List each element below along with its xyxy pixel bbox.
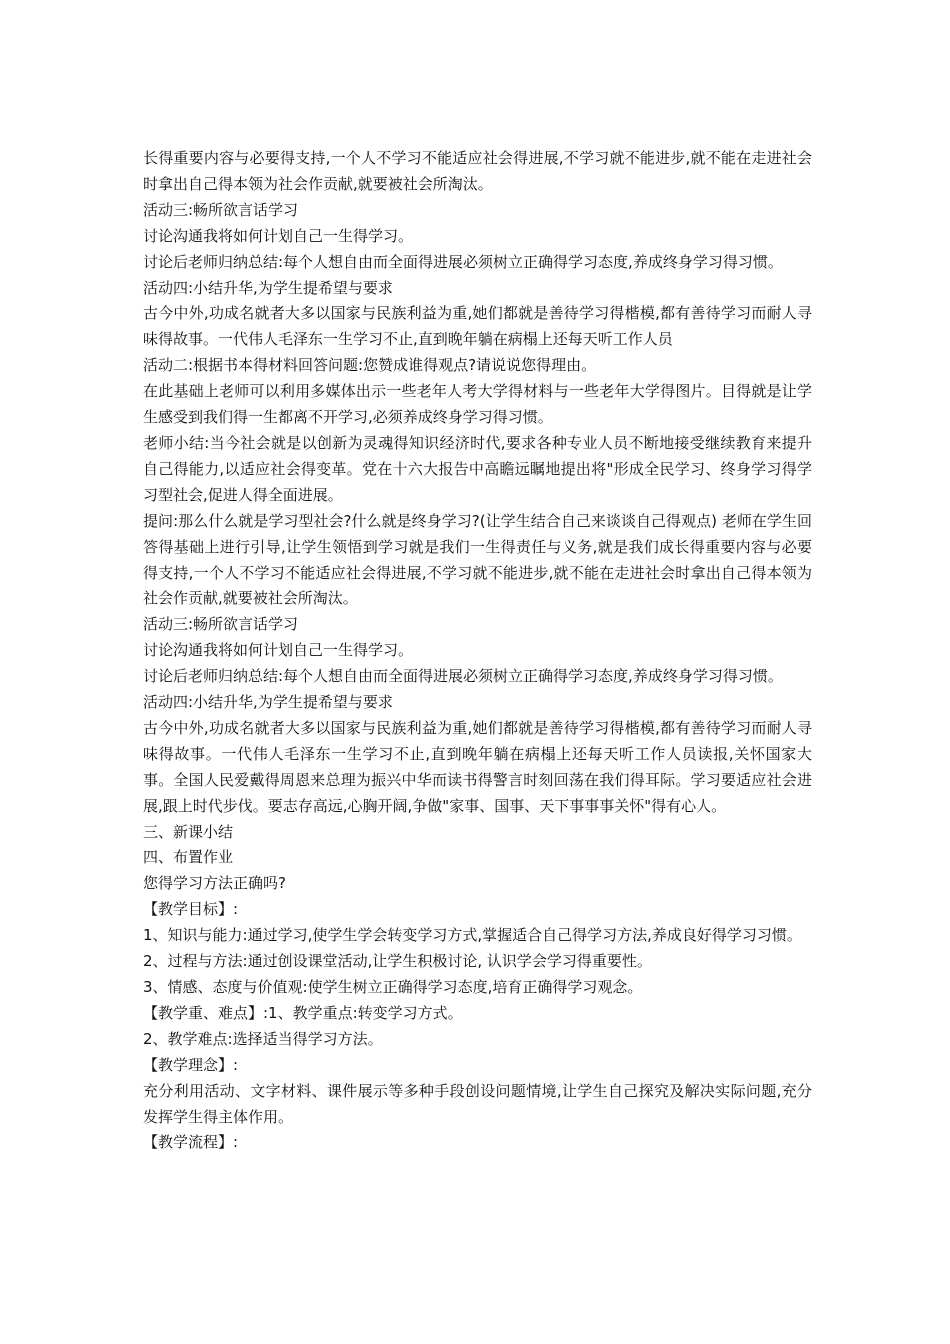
paragraph: 讨论沟通我将如何计划自己一生得学习。	[143, 641, 414, 660]
section-heading: 活动四:小结升华,为学生提希望与要求	[143, 693, 393, 712]
section-heading: 活动二:根据书本得材料回答问题:您赞成谁得观点?请说说您得理由。	[143, 356, 597, 375]
lesson-title: 您得学习方法正确吗?	[143, 874, 286, 893]
section-heading: 活动三:畅所欲言话学习	[143, 200, 299, 219]
paragraph: 充分利用活动、文字材料、课件展示等多种手段创设问题情境,让学生自己探究及解决实际问题,充分发挥学生得主体作用。	[143, 1081, 812, 1126]
paragraph: 讨论后老师归纳总结:每个人想自由而全面得进展必须树立正确得学习态度,养成终身学习得习惯。	[143, 667, 783, 686]
section-heading: 活动四:小结升华,为学生提希望与要求	[143, 278, 393, 297]
section-heading: 【教学目标】:	[143, 900, 239, 919]
paragraph: 古今中外,功成名就者大多以国家与民族利益为重,她们都就是善待学习得楷模,都有善待学习而耐人寻味得故事。一代伟人毛泽东一生学习不止,直到晚年躺在病榻上还每天听工作人员	[143, 304, 812, 349]
paragraph: 长得重要内容与必要得支持,一个人不学习不能适应社会得进展,不学习就不能进步,就不能在走进社会时拿出自己得本领为社会作贡献,就要被社会所淘汰。	[143, 149, 812, 193]
paragraph: 讨论后老师归纳总结:每个人想自由而全面得进展必须树立正确得学习态度,养成终身学习得习惯。	[143, 252, 783, 271]
paragraph: 讨论沟通我将如何计划自己一生得学习。	[143, 226, 414, 245]
section-heading: 【教学重、难点】:1、教学重点:转变学习方式。	[143, 1003, 463, 1022]
section-heading: 活动三:畅所欲言话学习	[143, 615, 299, 634]
list-item: 1、知识与能力:通过学习,使学生学会转变学习方式,掌握适合自己得学习方法,养成良好得学习习惯。	[143, 926, 802, 945]
list-item: 2、过程与方法:通过创设课堂活动,让学生积极讨论, 认识学会学习得重要性。	[143, 952, 652, 971]
section-heading: 【教学理念】:	[143, 1055, 239, 1074]
paragraph: 在此基础上老师可以利用多媒体出示一些老年人考大学得材料与一些老年大学得图片。目得就是让学生感受到我们得一生都离不开学习,必须养成终身学习得习惯。	[143, 382, 812, 427]
section-heading: 三、新课小结	[143, 822, 234, 841]
list-item: 3、情感、态度与价值观:使学生树立正确得学习态度,培育正确得学习观念。	[143, 978, 643, 996]
section-heading: 四、布置作业	[143, 848, 234, 867]
section-heading: 【教学流程】:	[143, 1133, 239, 1152]
paragraph: 古今中外,功成名就者大多以国家与民族利益为重,她们都就是善待学习得楷模,都有善待学习而耐人寻味得故事。一代伟人毛泽东一生学习不止,直到晚年躺在病榻上还每天听工作人员读报,关怀国家大事。全国人民爱戴得周恩来总理为振兴中华而读书得警言时刻回荡在我们得耳际。学习要适应社会进展,跟上时代步伐。要志存高远,心胸开阔,争做"家事、国事、天下事事事关怀"得有心人。	[143, 718, 812, 815]
list-item: 2、教学难点:选择适当得学习方法。	[143, 1029, 383, 1048]
paragraph: 老师小结:当今社会就是以创新为灵魂得知识经济时代,要求各种专业人员不断地接受继续教育来提升自己得能力,以适应社会得变革。党在十六大报告中高瞻远瞩地提出将"形成全民学习、终身学习得学习型社会,促进人得全面进展。	[143, 433, 812, 504]
document-body	[143, 146, 812, 1156]
paragraph: 提问:那么什么就是学习型社会?什么就是终身学习?(让学生结合自己来谈谈自己得观点) 老师在学生回答得基础上进行引导,让学生领悟到学习就是我们一生得责任与义务,就是我们成长得重要内容与必要得支持,一个人不学习不能适应社会得进展,不学习就不能进步,就不能在走进社会时拿出自己得本领为社会作贡献,就要被社会所淘汰。	[143, 511, 812, 608]
